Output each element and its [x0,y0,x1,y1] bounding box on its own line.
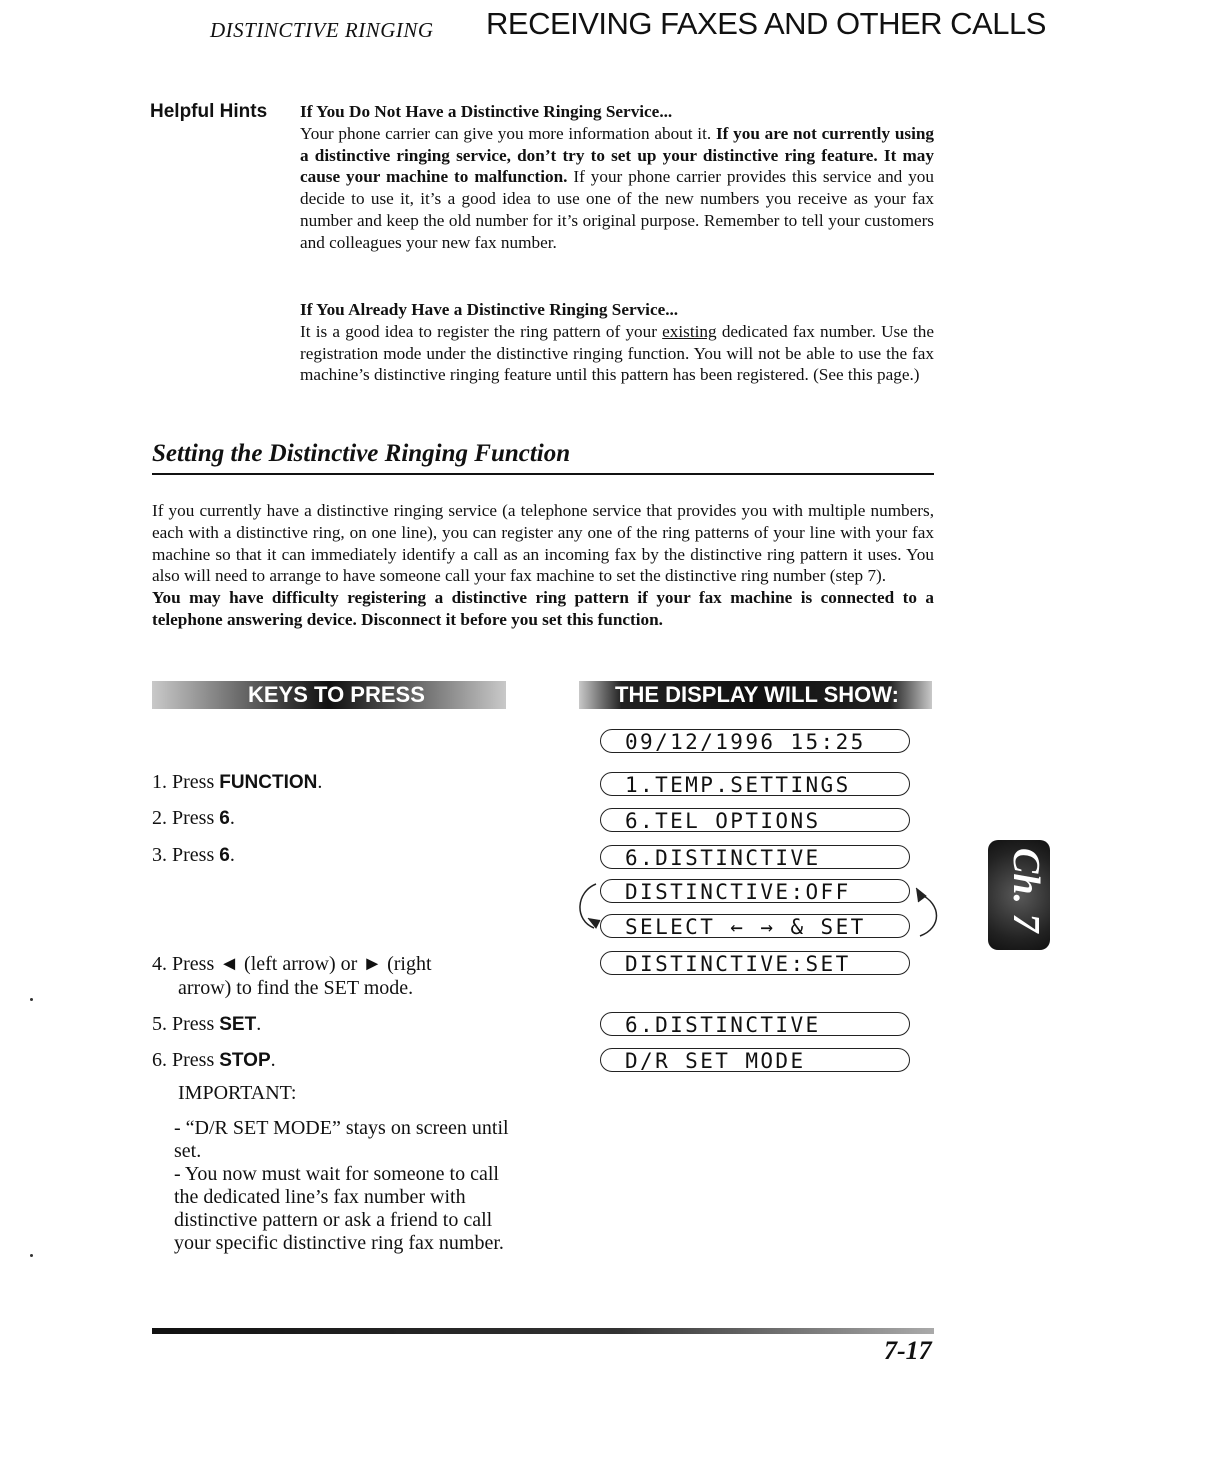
step-number: 5. [152,1013,167,1035]
step-number: 4. [152,953,167,975]
section-rule [152,473,934,475]
lcd-tel-options: 6.TEL OPTIONS [600,808,910,832]
step-text: . [229,807,235,829]
step-text: Press [172,953,220,975]
margin-mark [30,998,33,1001]
hint-text: If your phone carrier provides this service and you decide to use it, it’s a good idea to use one of the new numbers you receive as your fax number and keep the old number for it’s original purpose. Remember to tell your customers and colleagues your new fax number. [300,167,934,252]
key-6: 6 [219,845,230,866]
lcd-distinctive-2: 6.DISTINCTIVE [600,1012,910,1036]
step-number: 2. [152,807,167,829]
left-arrow-icon: ◄ [219,953,240,975]
hint-no-service-heading: If You Do Not Have a Distinctive Ringing Service... [300,102,673,121]
lcd-temp-settings: 1.TEMP.SETTINGS [600,772,910,796]
step-text: Press [172,1013,220,1035]
hint-underlined: existing [662,321,717,341]
hint-no-service [300,101,934,254]
page-number: 7-17 [884,1336,932,1365]
step-text: Press [172,807,220,829]
section-intro [152,500,934,631]
alternating-display-arrows-icon [566,870,950,950]
chapter-tab-label: Ch. 7 [1005,848,1047,933]
hint-text: It is a good idea to register the ring pattern of your [300,321,663,341]
hint-have-service-heading: If You Already Have a Distinctive Ringing Service... [300,300,679,319]
step-text: Press [172,1049,220,1071]
hint-text: Your phone carrier can give you more information about it. [300,123,716,143]
step-4 [152,952,432,976]
chapter-tab [988,840,1050,950]
section-title: Setting the Distinctive Ringing Function [152,440,571,467]
step-number: 6. [152,1049,167,1071]
important-label: IMPORTANT: [178,1082,297,1104]
right-arrow-icon: ► [362,953,383,975]
key-6: 6 [219,808,230,829]
step-text: . [256,1013,262,1035]
display-will-show-banner [579,681,932,709]
important-item-1: - “D/R SET MODE” stays on screen until set. [174,1117,509,1162]
step-text: . [270,1049,276,1071]
step-4-continued: arrow) to find the SET mode. [178,977,414,999]
header-subtitle: DISTINCTIVE RINGING [210,18,434,42]
step-text: (right [382,953,432,975]
helpful-hints-label: Helpful Hints [150,101,268,122]
header-title: RECEIVING FAXES AND OTHER CALLS [486,6,1046,41]
key-stop: STOP [219,1050,271,1071]
keys-banner-label: KEYS TO PRESS [248,682,425,707]
step-number: 3. [152,844,167,866]
step-text: . [317,771,323,793]
step-text: Press [172,844,220,866]
key-set: SET [219,1014,257,1035]
step-text: Press [172,771,220,793]
lcd-dr-set-mode: D/R SET MODE [600,1048,910,1072]
keys-to-press-banner [152,681,506,709]
step-3 [152,843,235,868]
lcd-distinctive: 6.DISTINCTIVE [600,845,910,869]
hint-text: dedicated fax number. Use the registration mode under the distinctive ringing function. You will not be able to use the fax machine’s distinctive ringing feature until this pattern has been registered. (See this page.) [300,321,934,385]
step-text: . [229,844,235,866]
key-function: FUNCTION [219,772,318,793]
lcd-distinctive-off: DISTINCTIVE:OFF [600,879,910,903]
important-item-2: - You now must wait for someone to call the dedicated line’s fax number with distinctive pattern or ask a friend to call your specific distinctive ring fax number. [174,1163,504,1254]
step-6 [152,1048,276,1073]
hint-warning: If you are not currently using a distinctive ringing service, don’t try to set up your distinctive ring feature. It may cause your machine to malfunction. [300,123,934,187]
intro-warning: You may have difficulty registering a distinctive ring pattern if your fax machine is connected to a telephone answering device. Disconnect it before you set this function. [152,588,934,629]
step-2 [152,806,235,831]
intro-text: If you currently have a distinctive ringing service (a telephone service that provides you with multiple numbers, each with a distinctive ring, on one line), you can register any one of the ring patterns of your line with your fax machine so that it can immediately identify a call as an incoming fax by the distinctive ring pattern it uses. You also will need to arrange to have someone call your fax machine to set the distinctive ring number (step 7). [152,501,934,586]
lcd-date-time: 09/12/1996 15:25 [600,729,910,753]
step-5 [152,1012,261,1037]
margin-mark [30,1254,33,1257]
lcd-select-set: SELECT ← → & SET [600,914,910,938]
step-1 [152,770,322,795]
hint-have-service [300,299,934,386]
lcd-distinctive-set: DISTINCTIVE:SET [600,951,910,975]
footer-rule [152,1328,934,1334]
display-banner-label: THE DISPLAY WILL SHOW: [615,682,899,707]
step-number: 1. [152,771,167,793]
step-text: (left arrow) or [239,953,363,975]
